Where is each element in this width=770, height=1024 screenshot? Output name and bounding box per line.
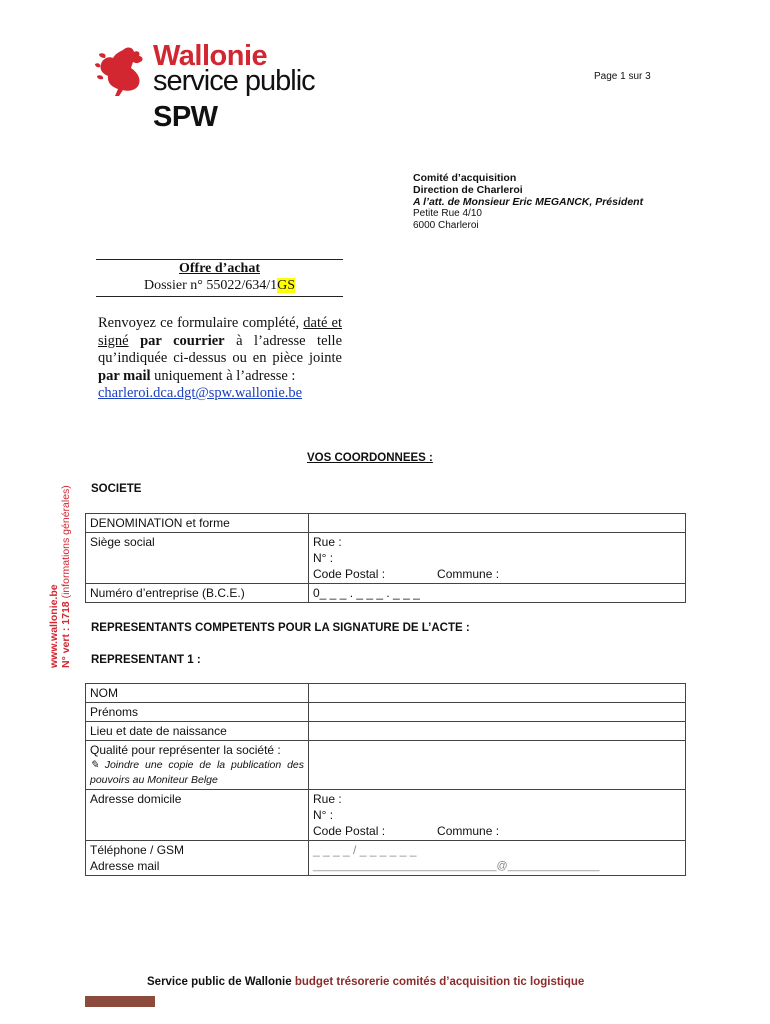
contact-cell — [86, 841, 309, 876]
instr-by-email: par mail — [98, 367, 151, 384]
heading-vos-coordonnees: VOS COORDONNEES : — [307, 452, 433, 464]
logo-service-public: service public — [153, 65, 315, 97]
address-line-3: A l’att. de Monsieur Eric MEGANCK, Président — [413, 196, 644, 208]
heading-representant-1: REPRESENTANT 1 : — [91, 654, 201, 666]
lieu-field[interactable] — [309, 722, 686, 741]
societe-table — [85, 513, 686, 603]
heading-societe: SOCIETE — [91, 483, 142, 495]
prenoms-label: Prénoms — [86, 703, 309, 722]
instr-text-3: uniquement à l’adresse : — [150, 367, 296, 384]
adresse-no: N° : — [313, 808, 334, 822]
instr-text-2: à l’adresse telle qu’indiquée ci-dessus ou en pièce jointe — [98, 332, 343, 366]
table-row — [86, 514, 686, 533]
instr-by-mail-post: par courrier — [140, 332, 225, 349]
qualite-cell — [86, 741, 309, 790]
logo-spw: SPW — [153, 101, 218, 133]
bce-label: Numéro d’entreprise (B.C.E.) — [86, 584, 309, 603]
table-row — [86, 703, 686, 722]
adresse-commune: Commune : — [437, 824, 500, 838]
page-number: Page 1 sur 3 — [594, 71, 651, 82]
joindre-note: Joindre une copie de la publication des pouvoirs au Moniteur Belge — [90, 759, 305, 786]
address-line-5: 6000 Charleroi — [413, 220, 479, 231]
footer-departments: budget trésorerie comités d’acquisition tic logistique — [291, 976, 585, 988]
mail-field[interactable]: ______________________________@_______________ — [313, 860, 600, 872]
footer — [147, 976, 584, 988]
qualite-field[interactable] — [309, 741, 686, 790]
logo-wallonie: Wallonie — [153, 40, 268, 72]
siege-cp: Code Postal : — [313, 567, 386, 581]
heading-representants: REPRESENTANTS COMPETENTS POUR LA SIGNATURE DE L’ACTE : — [91, 622, 470, 634]
footer-color-bar — [85, 996, 155, 1007]
instr-text-1: Renvoyez ce formulaire complété, — [98, 315, 304, 331]
nom-field[interactable] — [309, 684, 686, 703]
table-row — [86, 684, 686, 703]
table-row — [86, 841, 686, 876]
prenoms-field[interactable] — [309, 703, 686, 722]
recipient-address — [413, 172, 643, 232]
tel-label: Téléphone / GSM — [90, 843, 185, 857]
side-website: www.wallonie.be — [48, 584, 60, 668]
side-green-note: (informations générales) — [60, 485, 72, 602]
side-green-number: N° vert : 1718 — [60, 601, 72, 668]
contact-field[interactable] — [309, 841, 686, 876]
tel-field[interactable]: _ _ _ _ / _ _ _ _ _ _ — [313, 843, 417, 857]
email-link[interactable]: charleroi.dca.dgt@spw.wallonie.be — [98, 385, 303, 401]
side-contact — [48, 485, 72, 668]
rooster-logo-icon — [93, 44, 155, 98]
denomination-label: DENOMINATION et forme — [86, 514, 309, 533]
address-line-1: Comité d’acquisition — [413, 172, 517, 184]
instr-space — [129, 333, 141, 349]
table-row — [86, 584, 686, 603]
adresse-label: Adresse domicile — [86, 790, 309, 841]
dossier-prefix: Dossier n° 55022/634/1 — [143, 278, 278, 293]
hand-pointer-icon: ✎ — [90, 759, 99, 771]
adresse-field[interactable] — [309, 790, 686, 841]
table-row — [86, 722, 686, 741]
address-line-2: Direction de Charleroi — [413, 184, 523, 196]
siege-label: Siège social — [86, 533, 309, 584]
offer-title: Offre d’achat — [179, 261, 260, 276]
representant-table — [85, 683, 686, 876]
table-row — [86, 790, 686, 841]
bce-field[interactable]: 0_ _ _ . _ _ _ . _ _ _ — [309, 584, 686, 603]
dossier-number — [96, 277, 343, 294]
adresse-rue: Rue : — [313, 792, 342, 806]
mail-label: Adresse mail — [90, 859, 160, 873]
instr-date-signed: daté et signé — [98, 315, 342, 349]
offer-header — [96, 259, 343, 297]
denomination-field[interactable] — [309, 514, 686, 533]
siege-field[interactable] — [309, 533, 686, 584]
footer-org: Service public de Wallonie — [147, 976, 292, 988]
lieu-label: Lieu et date de naissance — [86, 722, 309, 741]
address-line-4: Petite Rue 4/10 — [413, 208, 482, 219]
siege-commune: Commune : — [437, 567, 500, 581]
adresse-cp: Code Postal : — [313, 824, 386, 838]
table-row — [86, 741, 686, 790]
table-row — [86, 533, 686, 584]
siege-no: N° : — [313, 551, 334, 565]
siege-rue: Rue : — [313, 535, 342, 549]
instructions — [98, 315, 342, 403]
nom-label: NOM — [86, 684, 309, 703]
qualite-label: Qualité pour représenter la société : — [90, 743, 281, 757]
dossier-suffix: GS — [277, 278, 296, 293]
